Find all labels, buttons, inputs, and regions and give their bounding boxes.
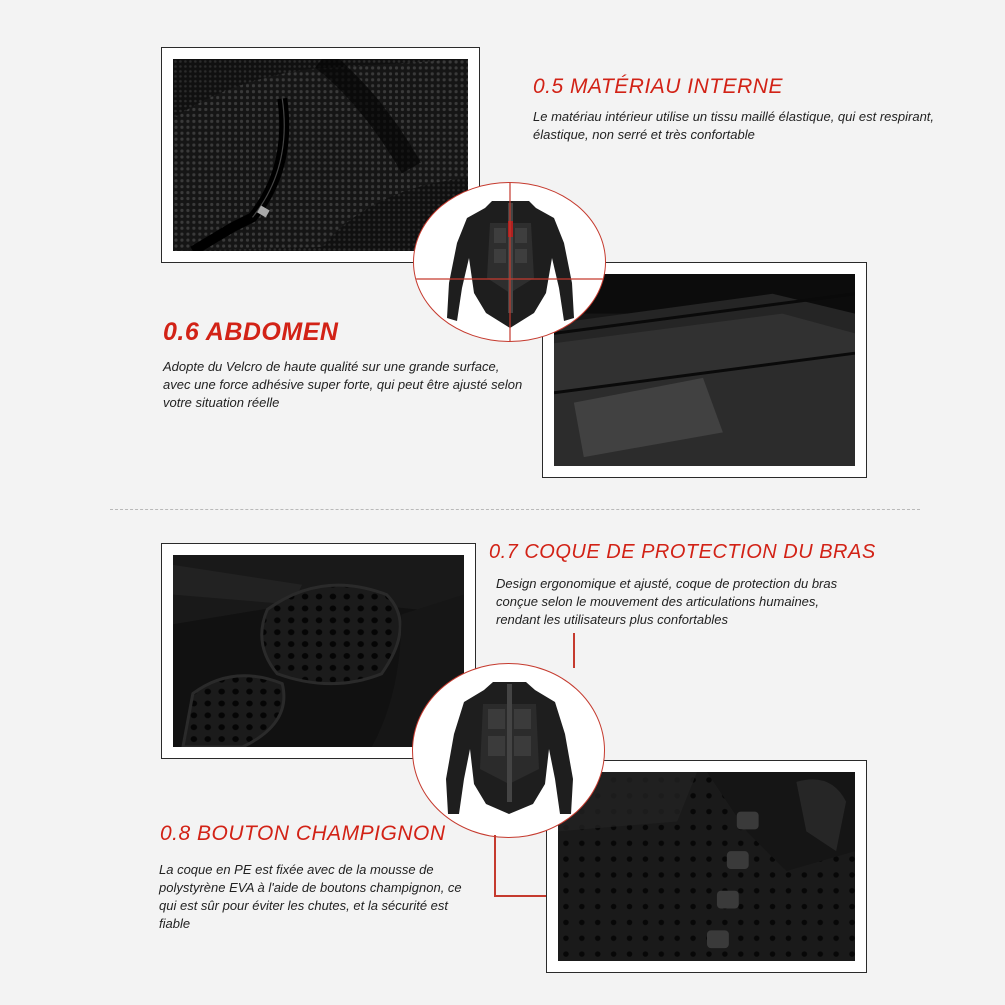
section-title-materiau: 0.5 MATÉRIAU INTERNE bbox=[533, 75, 783, 98]
jacket-image-bottom bbox=[412, 663, 605, 838]
connector-line-vertical bbox=[573, 633, 575, 668]
section-divider bbox=[110, 509, 920, 510]
connector-line-vertical-2 bbox=[494, 835, 496, 895]
jacket-image-top bbox=[413, 182, 606, 342]
section-desc-materiau: Le matériau intérieur utilise un tissu maillé élastique, qui est respirant, élastique, non serré et très confortable bbox=[533, 109, 935, 142]
section-desc-abdomen: Adopte du Velcro de haute qualité sur une grande surface, avec une force adhésive super forte, qui peut être ajusté selon votre situation réelle bbox=[163, 359, 523, 410]
connector-line-horizontal bbox=[494, 895, 546, 897]
section-title-abdomen: 0.6 ABDOMEN bbox=[163, 318, 339, 346]
section-title-bouton: 0.8 BOUTON CHAMPIGNON bbox=[160, 822, 446, 845]
section-title-coque-bras: 0.7 COQUE DE PROTECTION DU BRAS bbox=[489, 541, 876, 563]
section-desc-coque-bras: Design ergonomique et ajusté, coque de protection du bras conçue selon le mouvement des articulations humaines, rendant les utilisateurs plus confortables bbox=[496, 576, 838, 627]
mushroom-button-photo bbox=[546, 760, 867, 973]
section-desc-bouton: La coque en PE est fixée avec de la mousse de polystyrène EVA à l'aide de boutons champignon, ce qui est sûr pour éviter les chutes, et la sécurité est fiable bbox=[159, 862, 462, 931]
